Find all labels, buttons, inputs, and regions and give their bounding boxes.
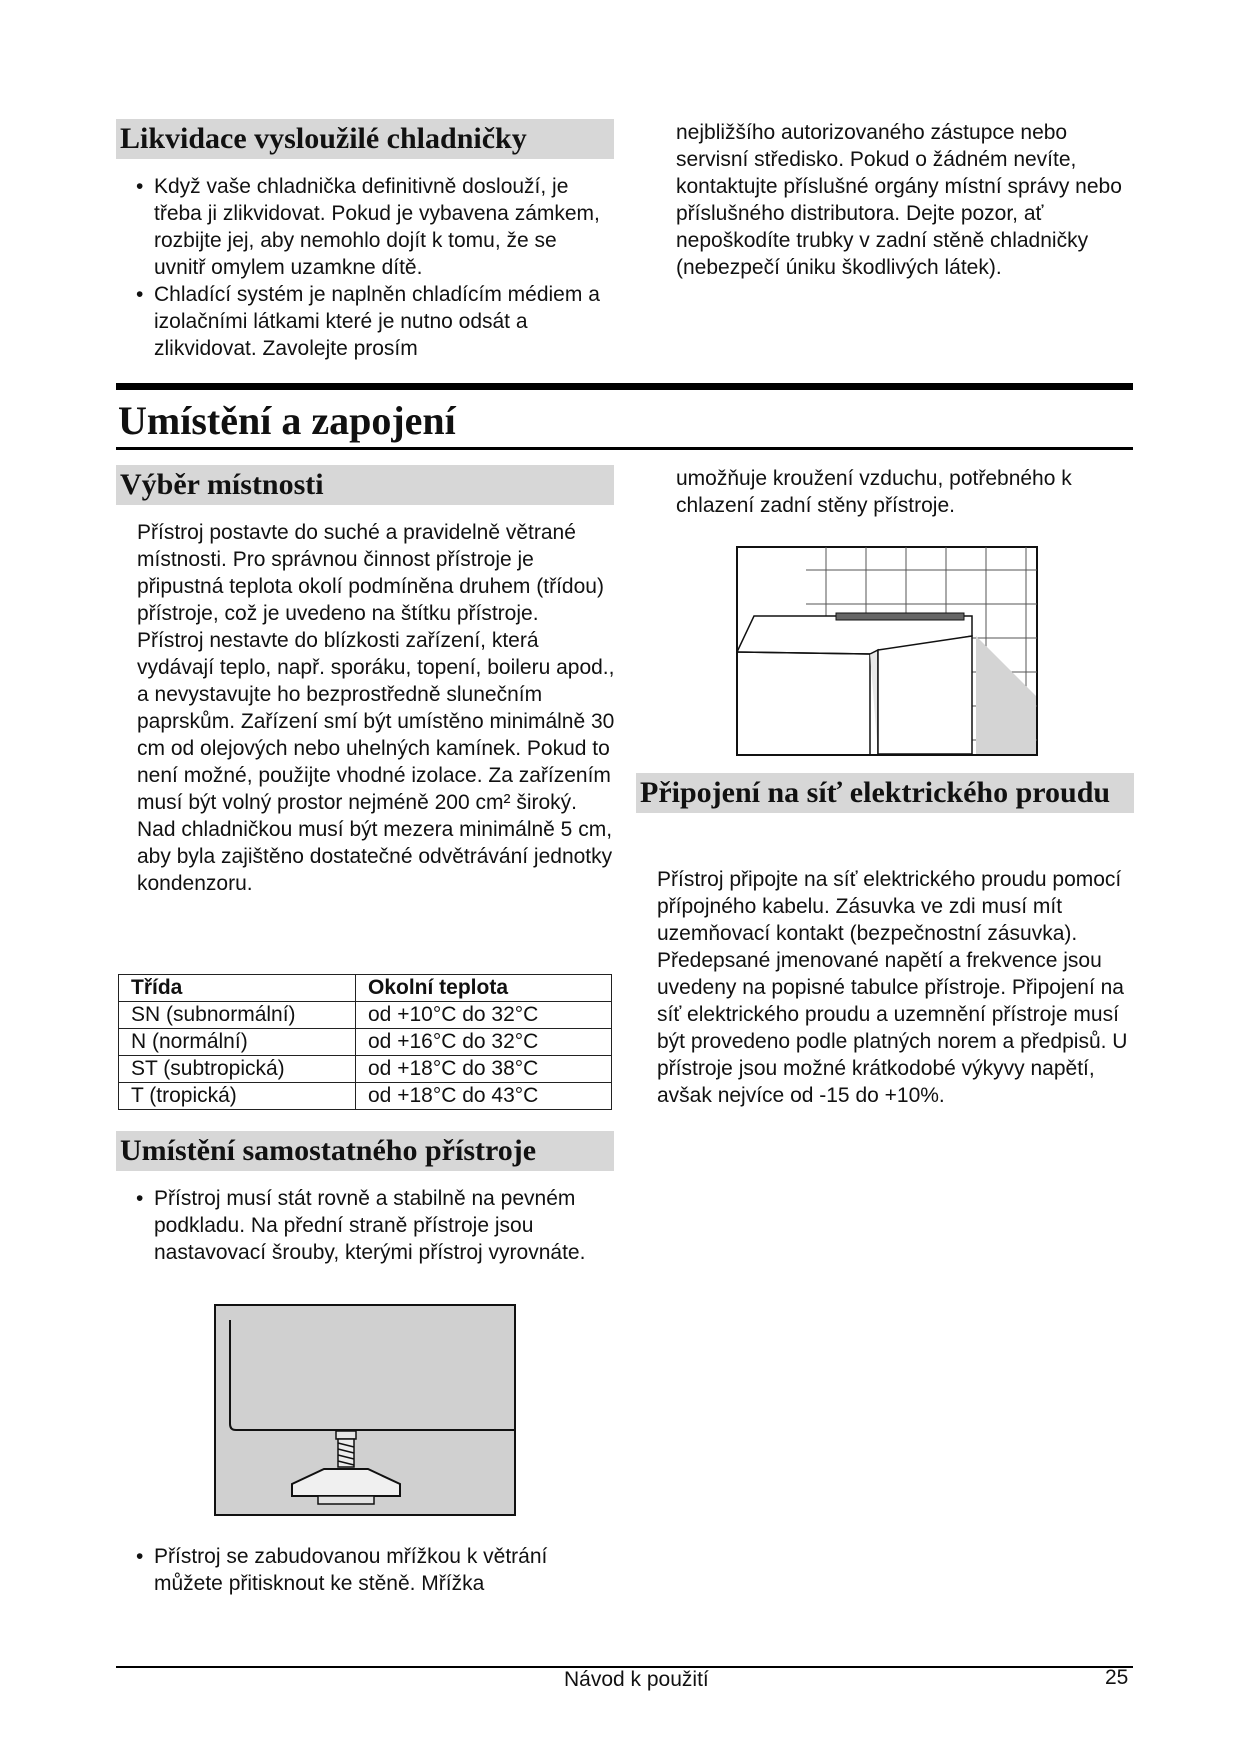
list-item: • Přístroj se zabudovanou mřížkou k větrání můžete přitisknout ke stěně. Mřížka [136,1543,606,1597]
room-selection-heading: Výběr místnosti [116,465,614,505]
table-cell: od +18°C do 38°C [356,1056,612,1083]
foot-pad [318,1496,374,1504]
table-cell: T (tropická) [119,1083,356,1110]
wall-placement-illustration [736,546,1038,756]
disposal-heading: Likvidace vysloužilé chladničky [116,119,614,159]
table-cell: od +18°C do 43°C [356,1083,612,1110]
appliance-side [878,636,972,754]
disposal-continued-text: nejbližšího autorizovaného zástupce nebo servisní středisko. Pokud o žádném nevíte, kontaktujte příslušné orgány místní správy nebo příslušného distributora. Dejte pozor, ať nepoškodíte trubky v zadní stěně chladničky (nebezpečí úniku škodlivých látek). [676,121,1122,279]
table-header-row [119,975,612,1002]
table-row [119,1083,612,1110]
page-title: Umístění a zapojení [118,398,456,443]
freestanding-list-2 [136,1543,606,1597]
title-top-rule [116,383,1133,390]
table-header-class: Třída [119,975,356,1002]
freestanding-heading: Umístění samostatného přístroje [116,1131,614,1171]
footer-title: Návod k použití [564,1668,709,1691]
page-number: 25 [1105,1666,1129,1689]
leveling-foot-illustration [214,1304,516,1516]
table-row [119,1056,612,1083]
table-cell: SN (subnormální) [119,1002,356,1029]
table-header-temperature: Okolní teplota [356,975,612,1002]
room-paragraph-2: Přístroj nestavte do blízkosti zařízení, která vydávají teplo, např. sporáku, topení, boileru apod., a nevystavujte ho bezprostředně slunečním paprskům. Zařízení smí být umístěno minimálně 30 cm od olejových nebo uhelných kamínek. Pokud to není možné, použijte vhodné izolace. Za zařízením musí být volný prostor nejméně 200 cm² široký. Nad chladničkou musí být mezera minimálně 5 cm, aby byla zajištěno dostatečné odvětrávání jednotky kondenzoru. [137,629,615,895]
list-item: • Když vaše chladnička definitivně doslouží, je třeba ji zlikvidovat. Pokud je vybavena zámkem, rozbijte jej, aby nemohlo dojít k tomu, že se uvnitř omylem uzamkne dítě. [136,173,606,281]
table-row [119,1002,612,1029]
freestanding-list-1 [136,1185,596,1266]
list-item: • Chladící systém je naplněn chladícím médiem a izolačními látkami které je nutno odsát a zlikvidovat. Zavolejte prosím [136,281,606,362]
table-row [119,1029,612,1056]
title-bottom-rule [116,447,1133,450]
foot-nut [336,1431,356,1439]
list-item: • Přístroj musí stát rovně a stabilně na pevném podkladu. Na přední straně přístroje jsou nastavovací šrouby, kterými přístroj vyrovnáte. [136,1185,596,1266]
room-paragraph-1: Přístroj postavte do suché a pravidelně větrané místnosti. Pro správnou činnost přístroje je připustná teplota okolí podmíněna druhem (třídou) přístroje, což je uvedeno na štítku přístroje. [137,521,604,625]
adjusting-screw-icon [338,1439,354,1467]
electric-connection-text: Přístroj připojte na síť elektrického proudu pomocí přípojného kabelu. Zásuvka ve zdi musí mít uzemňovací kontakt (bezpečnostní zásuvka). Předepsané jmenované napětí a frekvence jsou uvedeny na popisné tabulce přístroje. Připojení na síť elektrického proudu a uzemnění přístroje musí být provedeno podle platných norem a předpisů. U přístroje jsou možné krátkodobé výkyvy napětí, avšak nejvíce od -15 do +10%. [657,868,1128,1107]
room-selection-text [137,519,615,897]
table-cell: od +10°C do 32°C [356,1002,612,1029]
ventilation-grille-icon [836,613,964,620]
disposal-list [136,173,606,362]
climate-class-table [118,974,612,1110]
table-cell: ST (subtropická) [119,1056,356,1083]
grille-continued-text: umožňuje kroužení vzduchu, potřebného k chlazení zadní stěny přístroje. [676,467,1072,517]
electric-connection-heading: Připojení na síť elektrického proudu [636,773,1134,813]
table-cell: N (normální) [119,1029,356,1056]
table-cell: od +16°C do 32°C [356,1029,612,1056]
